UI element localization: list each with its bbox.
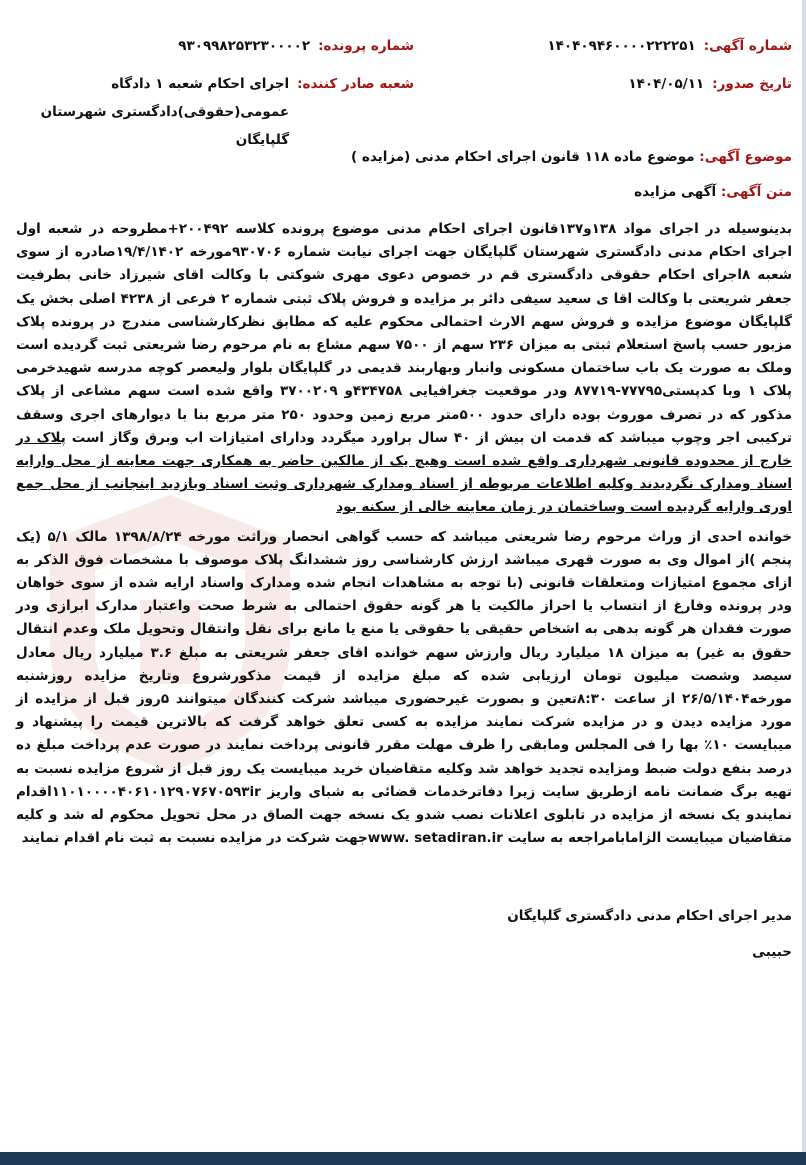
- body-paragraph-1-main: بدینوسیله در اجرای مواد ۱۳۸و۱۳۷قانون اجرای احکام مدنی موضوع پرونده کلاسه ۲۰۰۴۹۲+مطروحه در شعبه اول اجرای احکام مدنی دادگستری شهرستان گلپایگان جهت اجرای نیابت شماره ۹۳۰۷۰۶مورخه ۱۹/۴/۱۴۰۲صادره از سوی شعبه ۸اجرای احکام حقوقی دادگستری قم در خصوص دعوی مهری شوکتی با وکالت اقای شیرزاد خانی بطرفیت جعفر شریعتی با وکالت اقا ی سعید سیفی دائر بر مزایده و فروش پلاک ثبتی شماره ۲ فرعی از ۴۲۳۸ اصلی بخش یک گلپایگان موضوع مزایده و فروش سهم الارث احتمالی محکوم علیه که مطابق نظرکارشناسی مندرج در پرونده پلاک مزبور حسب پاسخ استعلام ثبتی به میزان ۲۳۶ سهم از ۷۵۰۰ سهم مشاع به نام مرحوم رضا شریعتی ثبت گردیده است وملک به صورت یک باب ساختمان مسکونی وانبار وبهاربند قدیمی در گلپایگان بلوار ولیعصر کوچه مدرسه شهیدخرمی پلاک ۱ وبا کدپستی۷۷۷۹۵-۸۷۷۱۹ ودر موقعیت جغرافیایی ۴۳۴۷۵۸و ۳۷۰۰۲۰۹ واقع شده است سهم مشاعی از پلاک مذکور که در تصرف موروث بوده دارای حدود ۵۰۰متر مربع زمین وحدود ۲۵۰ متر مربع بنا با دیوارهای اجری وسقف ترکیبی اجر وچوپ میباشد که قدمت ان بیش از ۴۰ سال براورد میگردد ودارای امتیازات اب وبرق وگاز است: [16, 221, 793, 446]
- notice-number-label: شماره آگهی:: [703, 38, 792, 54]
- issue-date: [628, 76, 792, 154]
- subject-line: [14, 149, 792, 165]
- body-paragraph-1-underlined: پلاک در خارج از محدوده قانونی شهرداری واقع شده است وهیچ یک از مالکین حاضر به همکاری جهت معاینه از محل وارایه اسناد ومدارک نگردیدند وکلیه اطلاعات مربوطه از اسناد ومدارک شهرداری وثبت اسناد وبازدید اینجانب از محل جمع اوری وارایه گردیده است وساختمان در زمان معاینه خالی از سکنه بود: [16, 429, 792, 516]
- case-number: [14, 38, 414, 54]
- signature-title: مدیر اجرای احکام مدنی دادگستری گلپایگان: [507, 908, 792, 924]
- case-number-label: شماره پرونده:: [318, 38, 414, 54]
- notice-number-value: ۱۴۰۴۰۹۴۶۰۰۰۰۲۲۲۲۵۱: [547, 38, 696, 54]
- notice-title: آگهی مزایده: [634, 184, 717, 200]
- issue-date-value: ۱۴۰۴/۰۵/۱۱: [628, 76, 705, 92]
- header-row-2: [14, 76, 792, 154]
- case-number-value: ۹۳۰۹۹۸۲۵۳۲۳۰۰۰۰۲: [178, 38, 311, 54]
- issuing-branch: [14, 76, 414, 154]
- issuing-branch-label: شعبه صادر کننده:: [297, 76, 414, 92]
- body-paragraph-2: خوانده احدی از وراث مرحوم رضا شریعتی میباشد که حسب گواهی انحصار وراثت مورخه ۱۳۹۸/۸/۲۴ مالک ۵/۱ (یک پنجم )از اموال وی به صورت قهری میباشد ارزش کارشناسی روز ششدانگ پلاک موصوف با مشخصات فوق الذکر به ازای مجموع امتیازات ومتعلقات قانونی (با توجه به مشاهدات انجام شده ومدارک واسناد ارایه شده از سوی خواهان ودر پرونده وفارغ از انتساب یا احراز مالکیت یا هر گونه حقوق احتمالی به شرط صحت واعتبار مدارک ابرازی ودر صورت فقدان هر گونه بدهی به اشخاص حقیقی یا حقوقی یا منع یا مانع برای نقل وانتقال وتحویل ملک وعدم انتقال حقوق به غیر) به میزان ۱۸ میلیارد ریال وارزش سهم خوانده اقای جعفر شریعتی به مبلغ ۳.۶ میلیارد ریال معادل سیصد وشصت میلیون تومان ارزیابی شده که مبلغ مزایده از قیمت مذکورشروع وتاریخ مزایده روزشنبه مورخه۲۶/۵/۱۴۰۴ از ساعت ۸:۳۰تعین و بصورت غیرحضوری میباشد شرکت کنندگان میتوانند ۵روز قبل از مزایده از مورد مزایده دیدن و در مزایده شرکت نمایند مزایده به کسی تعلق خواهد گرفت که بالاترین قیمت را پیشنهاد و میبایست ۱۰٪ بها را فی المجلس ومابقی را ظرف مهلت مقرر قانونی پرداخت نمایند در صورت عدم پرداخت مبلغ ده درصد بنفع دولت ضبط ومزایده تجدید خواهد شد وکلیه متقاضیان خرید میبایست یک روز قبل از شروع مزایده نسبت به تهیه برگ ضمانت نامه ازطریق سایت زیرا دفاترخدمات قضائی به شبای واریز ۱۱۰۱۰۰۰۰۴۰۶۱۰۱۲۹۰۷۶۷۰۵۹۳irاقدام نمایندو یک نسخه از مزایده در تابلوی اعلانات نصب شدو یک نسخه جهت الصاق در محل تحویل محکوم له شد و کلیه متقاضیان میبایست الزامابامراجعه به سایت www. setadiran.irجهت شرکت در مزایده نسبت به ثبت نام اقدام نمایند: [16, 528, 793, 847]
- notice-text-label: متن آگهی:: [720, 184, 792, 200]
- subject-label: موضوع آگهی:: [699, 149, 792, 165]
- issuing-branch-value: اجرای احکام شعبه ۱ دادگاه عمومی(حقوقی)دادگستری شهرستان گلپایگان: [40, 76, 290, 148]
- notice-body: [16, 218, 792, 850]
- body-paragraph-1: [16, 218, 792, 520]
- issue-date-label: تاریخ صدور:: [712, 76, 792, 92]
- page-edge: [802, 0, 806, 1152]
- notice-number: [547, 38, 792, 54]
- signer-name: حبیبی: [752, 944, 792, 960]
- bottom-bar: [0, 1152, 806, 1165]
- notice-heading: [14, 184, 792, 200]
- subject-value: موضوع ماده ۱۱۸ قانون اجرای احکام مدنی (مزایده ): [351, 149, 695, 165]
- header-row-1: [14, 38, 792, 54]
